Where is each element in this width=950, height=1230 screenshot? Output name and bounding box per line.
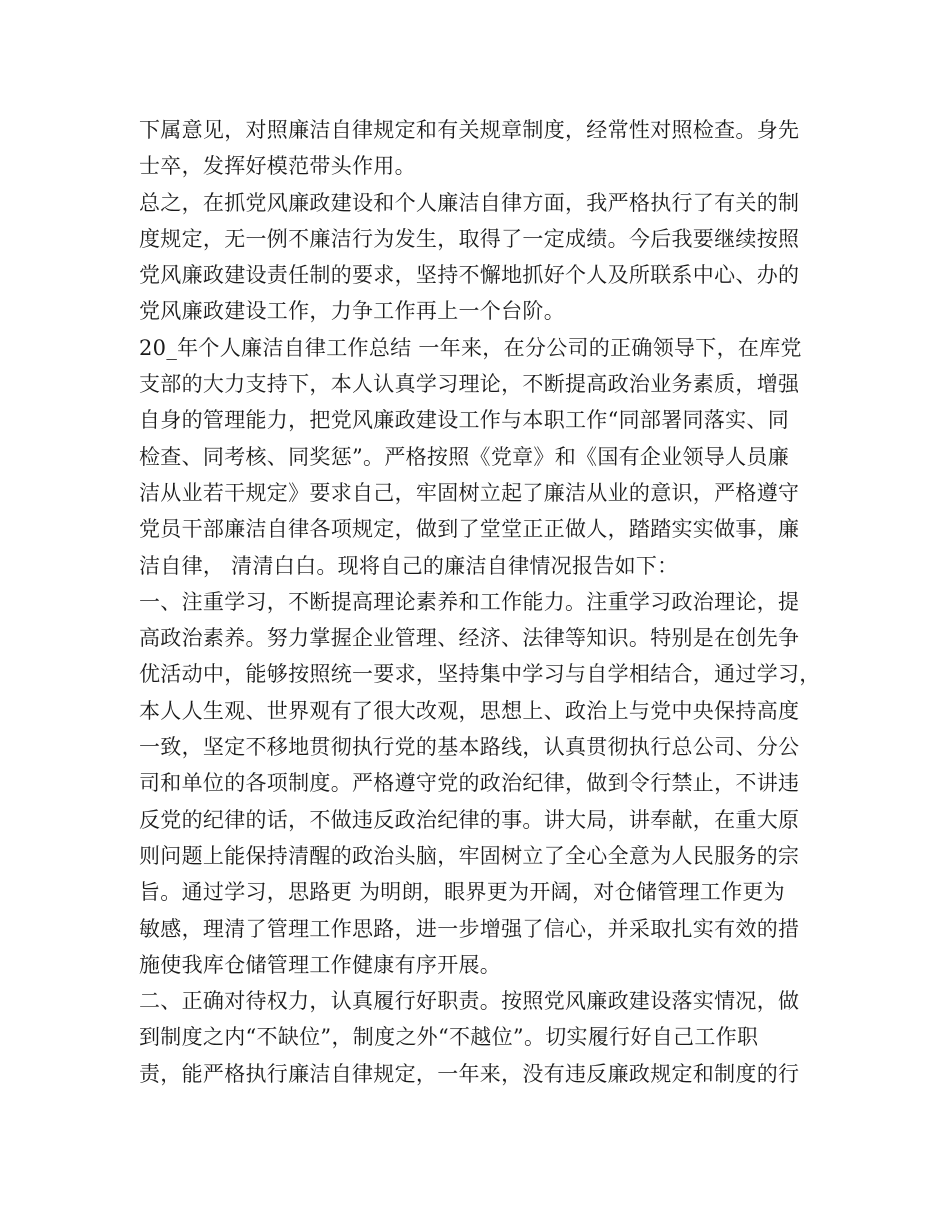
text-line: 高政治素养。努力掌握企业管理、经济、法律等知识。特别是在创先争 — [139, 626, 800, 651]
text-line: 检查、同考核、同奖惩”。严格按照《党章》和《国有企业领导人员廉 — [139, 444, 790, 469]
text-line: 党员干部廉洁自律各项规定，做到了堂堂正正做人，踏踏实实做事，廉 — [139, 517, 800, 542]
text-line: 洁自律， 清清白白。现将自己的廉洁自律情况报告如下： — [139, 553, 679, 578]
text-line: 自身的管理能力，把党风廉政建设工作与本职工作“同部署同落实、同 — [139, 408, 790, 433]
text-line: 党风廉政建设工作，力争工作再上一个台阶。 — [139, 299, 565, 324]
document-body — [139, 112, 829, 1092]
text-line: 一致，坚定不移地贯彻执行党的基本路线，认真贯彻执行总公司、分公 — [139, 735, 800, 760]
text-line: 反党的纪律的话，不做违反政治纪律的事。讲大局，讲奉献，在重大原 — [139, 807, 800, 832]
text-line: 施使我库仓储管理工作健康有序开展。 — [139, 952, 502, 977]
text-line: 党风廉政建设责任制的要求，坚持不懈地抓好个人及所联系中心、办的 — [139, 263, 800, 288]
text-line: 一、注重学习，不断提高理论素养和工作能力。注重学习政治理论，提 — [139, 589, 800, 614]
text-line: 士卒，发挥好模范带头作用。 — [139, 154, 416, 179]
text-line: 二、正确对待权力，认真履行好职责。按照党风廉政建设落实情况，做 — [139, 989, 800, 1014]
text-line: 20_年个人廉洁自律工作总结 一年来，在分公司的正确领导下，在库党 — [139, 335, 802, 360]
text-line: 敏感，理清了管理工作思路，进一步增强了信心，并采取扎实有效的措 — [139, 916, 800, 941]
text-line: 则问题上能保持清醒的政治头脑，牢固树立了全心全意为人民服务的宗 — [139, 843, 800, 868]
text-line: 下属意见，对照廉洁自律规定和有关规章制度，经常性对照检查。身先 — [139, 118, 800, 142]
text-line: 本人人生观、世界观有了很大改观，思想上、政治上与党中央保持高度 — [139, 698, 800, 723]
text-line: 司和单位的各项制度。严格遵守党的政治纪律，做到令行禁止，不讲违 — [139, 771, 800, 796]
text-line: 支部的大力支持下，本人认真学习理论，不断提高政治业务素质，增强 — [139, 372, 800, 397]
text-line: 到制度之内“不缺位”，制度之外“不越位”。切实履行好自己工作职 — [139, 1025, 759, 1050]
text-line: 责，能严格执行廉洁自律规定，一年来，没有违反廉政规定和制度的行 — [139, 1061, 800, 1086]
text-line: 度规定，无一例不廉洁行为发生，取得了一定成绩。今后我要继续按照 — [139, 226, 800, 251]
text-line: 旨。通过学习，思路更 为明朗，眼界更为开阔，对仓储管理工作更为 — [139, 880, 785, 905]
text-line: 洁从业若干规定》要求自己，牢固树立起了廉洁从业的意识，严格遵守 — [139, 480, 800, 505]
text-line: 总之，在抓党风廉政建设和个人廉洁自律方面，我严格执行了有关的制 — [139, 190, 800, 215]
text-line: 优活动中，能够按照统一要求，坚持集中学习与自学相结合，通过学习， — [139, 662, 821, 687]
